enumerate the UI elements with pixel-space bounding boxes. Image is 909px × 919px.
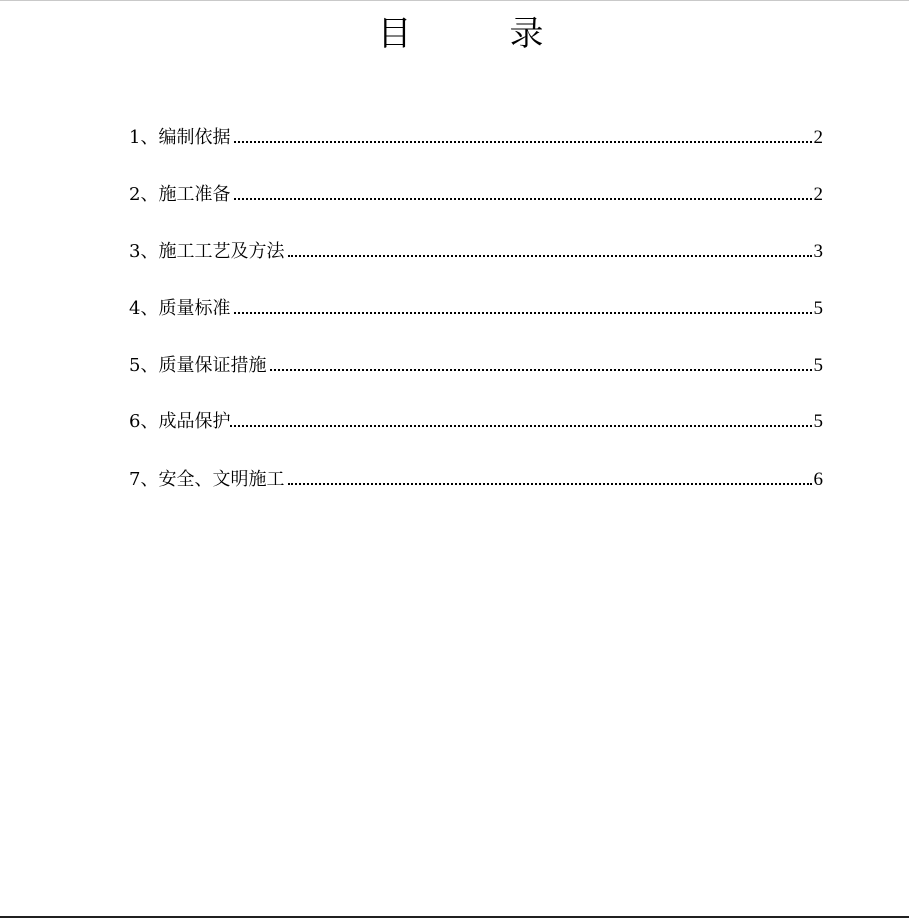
toc-entry-4[interactable]: [129, 295, 823, 323]
toc-entry-label: 1、编制依据: [129, 127, 231, 148]
toc-entry-label: 7、安全、文明施工: [129, 469, 285, 490]
toc-entry-label: 5、质量保证措施: [129, 355, 267, 376]
toc-dot-leader: [270, 369, 811, 371]
toc-entry-label: 3、施工工艺及方法: [129, 241, 285, 262]
toc-entry-page: 6: [813, 469, 823, 490]
toc-entry-page: 5: [813, 355, 823, 376]
toc-entry-page: 5: [813, 298, 823, 319]
toc-entry-3[interactable]: [129, 238, 823, 266]
toc-entry-7[interactable]: [129, 466, 823, 494]
toc-entry-2[interactable]: [129, 181, 823, 209]
toc-dot-leader: [230, 425, 811, 427]
toc-dot-leader: [288, 483, 811, 485]
toc-dot-leader: [234, 198, 811, 200]
toc-dot-leader: [288, 255, 811, 257]
toc-entry-label: 4、质量标准: [129, 298, 231, 319]
page-title: 目 录: [377, 14, 576, 54]
toc-entry-page: 2: [813, 184, 823, 205]
toc-entry-label: 2、施工准备: [129, 184, 231, 205]
toc-entry-5[interactable]: [129, 352, 823, 380]
toc-entry-page: 2: [813, 127, 823, 148]
toc-entry-page: 3: [813, 241, 823, 262]
toc-entry-1[interactable]: [129, 124, 823, 152]
toc-entry-page: 5: [813, 411, 823, 432]
page-top-border: [0, 0, 909, 1]
page-bottom-border: [0, 916, 909, 918]
toc-entry-label: 6、成品保护: [129, 411, 231, 432]
toc-dot-leader: [234, 312, 811, 314]
toc-dot-leader: [234, 141, 811, 143]
toc-entry-6[interactable]: [129, 408, 823, 436]
